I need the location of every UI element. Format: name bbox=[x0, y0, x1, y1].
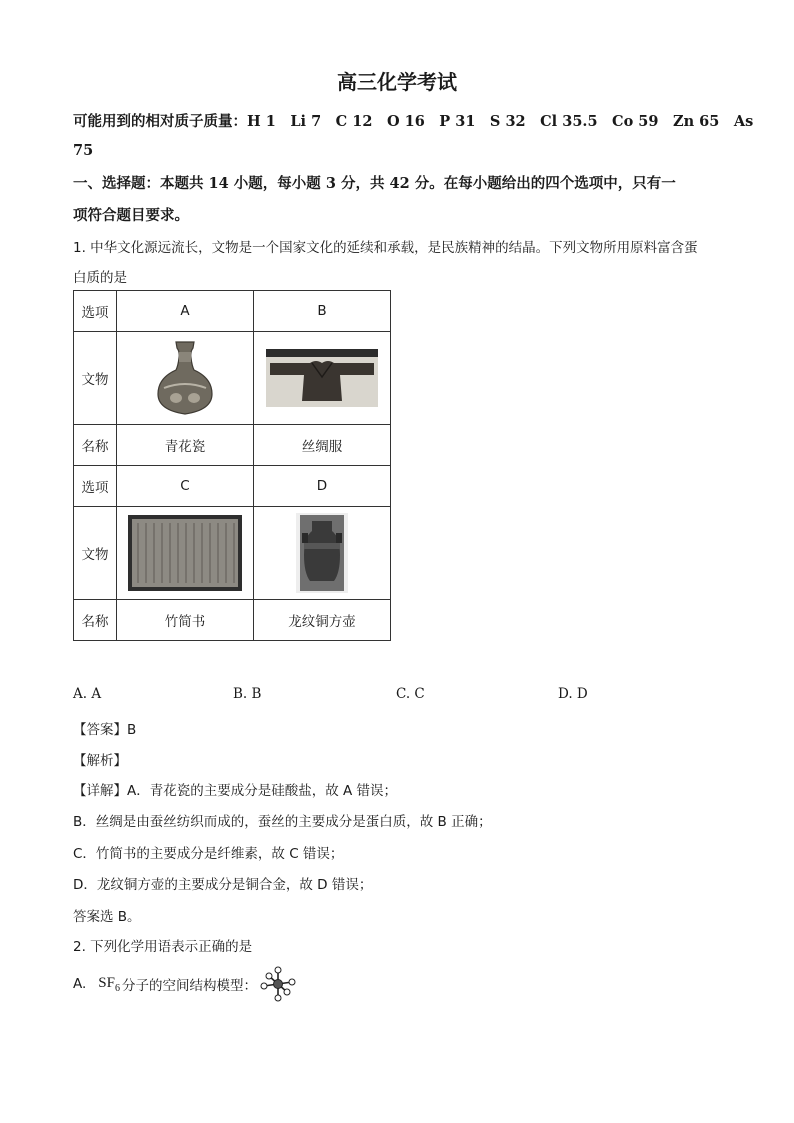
table-label-option: 选项 bbox=[74, 291, 117, 332]
table-option-b: B bbox=[254, 291, 391, 332]
relic-b-cell bbox=[254, 332, 391, 425]
relic-b-name: 丝绸服 bbox=[254, 425, 391, 466]
relics-table bbox=[73, 290, 391, 641]
table-label-name-2: 名称 bbox=[74, 600, 117, 641]
question-1-stem-cont: 白质的是 bbox=[73, 270, 127, 286]
vase-image bbox=[150, 338, 220, 418]
table-option-a: A bbox=[117, 291, 254, 332]
choice-a: A. A bbox=[73, 686, 102, 702]
relative-mass-line-cont: 75 bbox=[73, 142, 94, 159]
relic-d-cell bbox=[254, 507, 391, 600]
relic-d-name: 龙纹铜方壶 bbox=[254, 600, 391, 641]
explanation-b: B．丝绸是由蚕丝纺织而成的，蚕丝的主要成分是蛋白质，故 B 正确； bbox=[73, 814, 492, 830]
explanation-a: 【详解】A．青花瓷的主要成分是硅酸盐，故 A 错误； bbox=[73, 783, 398, 799]
relic-a-name: 青花瓷 bbox=[117, 425, 254, 466]
choice-b: B. B bbox=[233, 686, 262, 702]
relic-c-cell bbox=[117, 507, 254, 600]
table-label-name: 名称 bbox=[74, 425, 117, 466]
formula-main: SF bbox=[98, 974, 115, 991]
question-2-option-a bbox=[73, 966, 297, 1002]
table-label-relic: 文物 bbox=[74, 332, 117, 425]
explanation-d: D．龙纹铜方壶的主要成分是铜合金，故 D 错误； bbox=[73, 877, 373, 893]
silk-robe-image bbox=[266, 349, 378, 407]
table-label-option-2: 选项 bbox=[74, 466, 117, 507]
page-title: 高三化学考试 bbox=[337, 70, 457, 94]
bronze-pot-image bbox=[296, 513, 348, 593]
table-option-d: D bbox=[254, 466, 391, 507]
explanation-c: C．竹简书的主要成分是纤维素，故 C 错误； bbox=[73, 846, 344, 862]
table-label-relic-2: 文物 bbox=[74, 507, 117, 600]
table-option-c: C bbox=[117, 466, 254, 507]
choice-c: C. C bbox=[396, 686, 425, 702]
section-heading: 一、选择题：本题共 14 小题，每小题 3 分，共 42 分。在每小题给出的四个选项中，只有一 bbox=[73, 175, 676, 192]
bamboo-slips-image bbox=[128, 515, 242, 591]
sf6-formula bbox=[98, 975, 120, 994]
relic-c-name: 竹简书 bbox=[117, 600, 254, 641]
answer-line: 【答案】B bbox=[73, 722, 137, 738]
section-heading-cont: 项符合题目要求。 bbox=[73, 207, 189, 224]
choice-d: D. D bbox=[558, 686, 588, 702]
question-1-stem: 1. 中华文化源远流长，文物是一个国家文化的延续和承载，是民族精神的结晶。下列文物所用原料富含蛋 bbox=[73, 240, 698, 256]
option-a-text: 分子的空间结构模型： bbox=[121, 978, 257, 994]
question-2-stem: 2. 下列化学用语表示正确的是 bbox=[73, 939, 253, 955]
analysis-label: 【解析】 bbox=[73, 753, 127, 769]
formula-subscript: 6 bbox=[114, 982, 120, 994]
option-a-label: A. bbox=[73, 976, 87, 992]
relative-mass-line: 可能用到的相对质子质量：H 1 Li 7 C 12 O 16 P 31 S 32 Cl 35.5 Co 59 Zn 65 As bbox=[73, 113, 754, 130]
conclusion-line: 答案选 B。 bbox=[73, 909, 141, 925]
sf6-ball-stick-model-icon bbox=[259, 966, 297, 1002]
relic-a-cell bbox=[117, 332, 254, 425]
